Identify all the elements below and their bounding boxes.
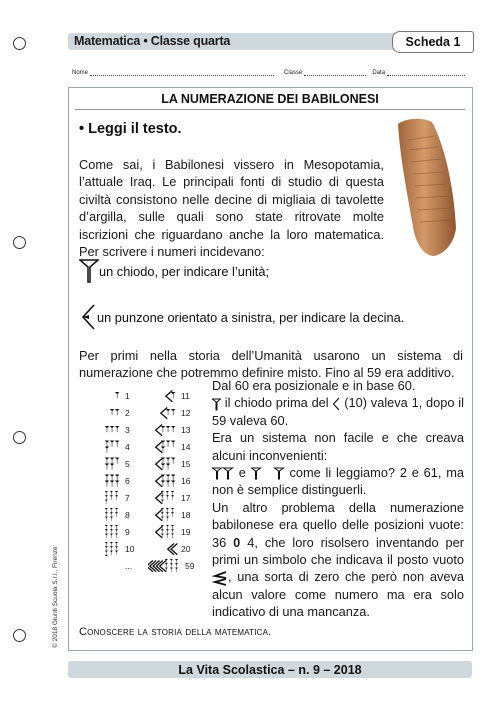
punch-symbol-row <box>79 303 404 331</box>
numeral-value: 4 <box>125 441 130 452</box>
numeral-cell <box>148 508 198 522</box>
numeral-value: 18 <box>181 509 191 520</box>
numeral-value: 59 <box>185 560 195 571</box>
numeral-cell <box>98 440 148 454</box>
cuneiform-numeral-icon <box>98 440 122 454</box>
numeral-value: 7 <box>125 492 130 503</box>
student-fields <box>72 69 472 76</box>
numeral-cell <box>148 440 198 454</box>
detail-line-2b: (10) valeva 1, dopo il 59 valeva 60. <box>212 395 464 428</box>
numeral-value: 6 <box>125 475 130 486</box>
numeral-row <box>98 506 198 523</box>
numeral-row <box>98 438 198 455</box>
numeral-value: 8 <box>125 509 130 520</box>
detail-line-5a: Un altro problema della numerazione babilonese era quello delle posizioni vuote: 36 <box>212 499 464 550</box>
date-label: Data <box>372 70 386 76</box>
detail-line-4a: e <box>238 465 246 481</box>
numeral-cell <box>98 389 148 403</box>
name-label: Nome <box>72 70 89 76</box>
cuneiform-numeral-icon <box>98 474 122 488</box>
numeral-cell <box>148 542 198 556</box>
cuneiform-numeral-icon <box>98 508 122 522</box>
cuneiform-numeral-icon <box>98 542 122 556</box>
punch-cuneiform-icon <box>79 303 97 331</box>
numeral-value: 9 <box>125 526 130 537</box>
numeral-value: 15 <box>181 458 191 469</box>
binder-hole <box>13 236 26 249</box>
cuneiform-numeral-icon <box>148 491 178 505</box>
binder-hole <box>13 629 26 642</box>
nail-description: un chiodo, per indicare l’unità; <box>99 263 270 279</box>
detail-line-1: Dal 60 era posizionale e in base 60. <box>212 378 416 393</box>
clay-cone-image <box>392 116 464 258</box>
subject-label: Matematica • Classe quarta <box>74 34 231 48</box>
numeral-cell <box>148 474 198 488</box>
system-paragraph: Per primi nella storia dell’Umanità usarono un sistema di numerazione che potremmo definire misto. Fino al 59 era additivo. <box>79 348 463 381</box>
nail-cuneiform-icon <box>79 258 99 284</box>
cuneiform-numeral-icon <box>98 406 122 420</box>
numeral-value: 3 <box>125 424 130 435</box>
numeral-cell <box>98 525 148 539</box>
binder-hole <box>13 37 26 50</box>
cuneiform-numeral-icon <box>148 542 178 556</box>
numeral-row <box>98 455 198 472</box>
numeral-cell <box>148 423 198 437</box>
cuneiform-numeral-icon <box>148 559 182 573</box>
page-title: LA NUMERAZIONE DEI BABILONESI <box>161 92 379 106</box>
cuneiform-numeral-icon <box>148 423 178 437</box>
title-divider <box>75 109 465 110</box>
cuneiform-numeral-icon <box>148 440 178 454</box>
numeral-value: 1 <box>125 390 130 401</box>
numeral-value: 14 <box>181 441 191 452</box>
cuneiform-numeral-icon <box>98 525 122 539</box>
numeral-value: 19 <box>181 526 191 537</box>
detail-line-4b: come li leggiamo? 2 e 61, ma non è semplice distinguerli. <box>212 465 464 498</box>
numeral-cell <box>98 474 148 488</box>
numeral-value: 20 <box>181 543 191 554</box>
numeral-cell <box>148 406 198 420</box>
cuneiform-numeral-icon <box>98 491 122 505</box>
cuneiform-numeral-icon <box>148 525 178 539</box>
numeral-row <box>98 421 198 438</box>
detail-zero: 0 <box>233 534 241 550</box>
cuneiform-numeral-icon <box>148 474 178 488</box>
numeral-cell <box>148 457 198 471</box>
binder-hole <box>13 431 26 444</box>
numeral-value: ... <box>125 560 133 571</box>
cuneiform-numeral-icon <box>148 457 178 471</box>
intro-paragraph: Come sai, i Babilonesi vissero in Mesopotamia, l’attuale Iraq. Le principali fonti di studio di questa civiltà consistono nelle decine di migliaia di tavolette d’argilla, sulle quali sono state ritrovate molte iscrizioni che riguardano anche la loro matematica. Per scrivere i numeri incidevano: <box>79 157 384 260</box>
numeral-value: 11 <box>181 390 190 401</box>
detail-line-3: Era un sistema non facile e che creava alcuni inconvenienti: <box>212 430 464 463</box>
babylonian-numeral-table <box>98 387 198 574</box>
numeral-value: 12 <box>181 407 191 418</box>
numeral-cell <box>98 423 148 437</box>
cuneiform-numeral-icon <box>98 423 122 437</box>
numeral-cell <box>148 559 198 573</box>
instruction: • Leggi il testo. <box>79 121 182 137</box>
sheet-badge: Scheda 1 <box>392 31 474 53</box>
cuneiform-numeral-icon <box>148 406 178 420</box>
cuneiform-numeral-icon <box>98 389 122 403</box>
numeral-cell <box>148 389 198 403</box>
two-nails-icon <box>212 467 234 480</box>
date-field[interactable] <box>372 69 465 76</box>
learning-goal: Conoscere la storia della matematica. <box>79 626 272 638</box>
numeral-value: 10 <box>125 543 135 554</box>
numeral-value: 16 <box>181 475 191 486</box>
nail-symbol-row <box>79 258 269 284</box>
detail-line-2a: il chiodo prima del <box>224 395 329 411</box>
nail-cuneiform-icon <box>212 398 221 411</box>
cuneiform-numeral-icon <box>148 508 178 522</box>
numeral-row <box>98 540 198 557</box>
numeral-cell <box>98 508 148 522</box>
footer-text: La Vita Scolastica – n. 9 – 2018 <box>178 662 362 677</box>
numeral-row <box>98 557 198 574</box>
placeholder-zero-icon <box>212 571 228 586</box>
numeral-value: 17 <box>181 492 191 503</box>
cuneiform-numeral-icon <box>98 457 122 471</box>
numeral-cell <box>148 491 198 505</box>
numeral-cell <box>98 406 148 420</box>
numeral-row <box>98 489 198 506</box>
numeral-row <box>98 472 198 489</box>
numeral-value: 2 <box>125 407 130 418</box>
detail-line-5c: 4, che loro risolsero inventando per primi un simbolo che indicava il posto vuoto <box>212 534 464 568</box>
numeral-row <box>98 523 198 540</box>
numeral-cell <box>148 525 198 539</box>
numeral-value: 5 <box>125 458 130 469</box>
detail-line-5d: , una sorta di zero che però non aveva alcun valore come numero ma era solo indicativo di una mancanza. <box>212 569 464 620</box>
class-field[interactable] <box>284 69 366 76</box>
numeral-cell <box>98 561 148 571</box>
numeral-cell <box>98 542 148 556</box>
numeral-row <box>98 387 198 404</box>
details-paragraph <box>212 377 464 621</box>
name-field[interactable] <box>72 69 274 76</box>
class-label: Classe <box>284 70 303 76</box>
punch-description: un punzone orientato a sinistra, per indicare la decina. <box>97 309 405 325</box>
copyright-credit: © 2018 Giunti Scuola S.r.l., Firenze <box>52 546 59 648</box>
numeral-row <box>98 404 198 421</box>
cuneiform-numeral-icon <box>148 389 178 403</box>
numeral-cell <box>98 491 148 505</box>
numeral-cell <box>98 457 148 471</box>
punch-cuneiform-icon <box>332 397 340 411</box>
nail-space-nail-icon <box>251 467 285 480</box>
numeral-value: 13 <box>181 424 191 435</box>
